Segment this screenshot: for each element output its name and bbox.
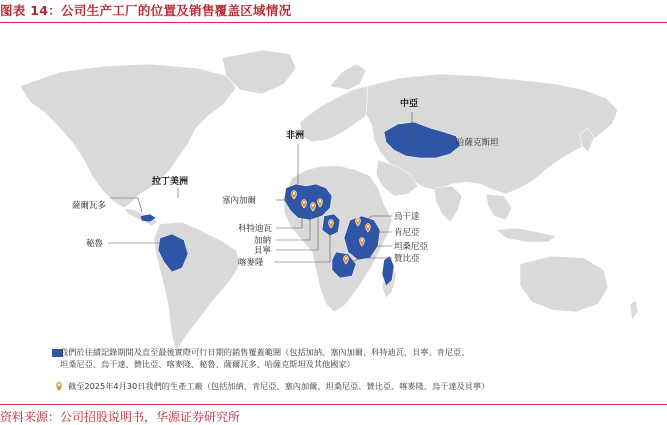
label-el-salvador: 薩爾瓦多 — [72, 201, 107, 211]
label-africa: 非洲 — [286, 131, 305, 141]
label-peru: 秘魯 — [86, 239, 104, 249]
label-cameroon: 喀麥隆 — [238, 258, 264, 268]
coverage-legend-line2: 坦桑尼亞、烏干達、贊比亞、喀麥隆、秘魯、薩爾瓦多、哈薩克斯坦及其他國家） — [60, 359, 355, 369]
label-zambia: 贊比亞 — [394, 254, 420, 264]
label-central-asia: 中亞 — [400, 99, 419, 109]
source-divider — [0, 404, 667, 405]
factory-legend-text: 截至2025年4月30日我們的生產工廠（包括加納、肯尼亞、塞內加爾、坦桑尼亞、贊比亞、喀麥隆、烏干達及貝寧） — [68, 381, 490, 391]
label-uganda: 烏干達 — [394, 212, 420, 222]
coverage-legend-line1: 我們於往績記錄期間及直至最後實際可行日期的銷售覆蓋範圍（包括加納、塞內加爾、科特迪瓦、貝寧、肯尼亞、 — [60, 347, 470, 357]
title-divider — [0, 22, 667, 23]
world-map — [0, 24, 667, 364]
label-kenya: 肯尼亞 — [394, 228, 420, 238]
map-pin-icon — [54, 381, 64, 393]
label-kazakhstan: 哈薩克斯坦 — [456, 138, 499, 148]
source-note: 资料来源：公司招股说明书，华源证券研究所 — [0, 410, 241, 424]
label-senegal: 塞內加爾 — [222, 196, 257, 206]
label-ghana: 加納 — [254, 236, 272, 246]
figure-title: 图表 14：公司生产工厂的位置及销售覆盖区域情况 — [0, 3, 292, 18]
label-tanzania: 坦桑尼亞 — [394, 242, 429, 252]
label-latin-america: 拉丁美洲 — [152, 177, 189, 187]
label-cote-divoire: 科特迪瓦 — [238, 224, 273, 234]
label-benin: 貝寧 — [254, 246, 272, 256]
